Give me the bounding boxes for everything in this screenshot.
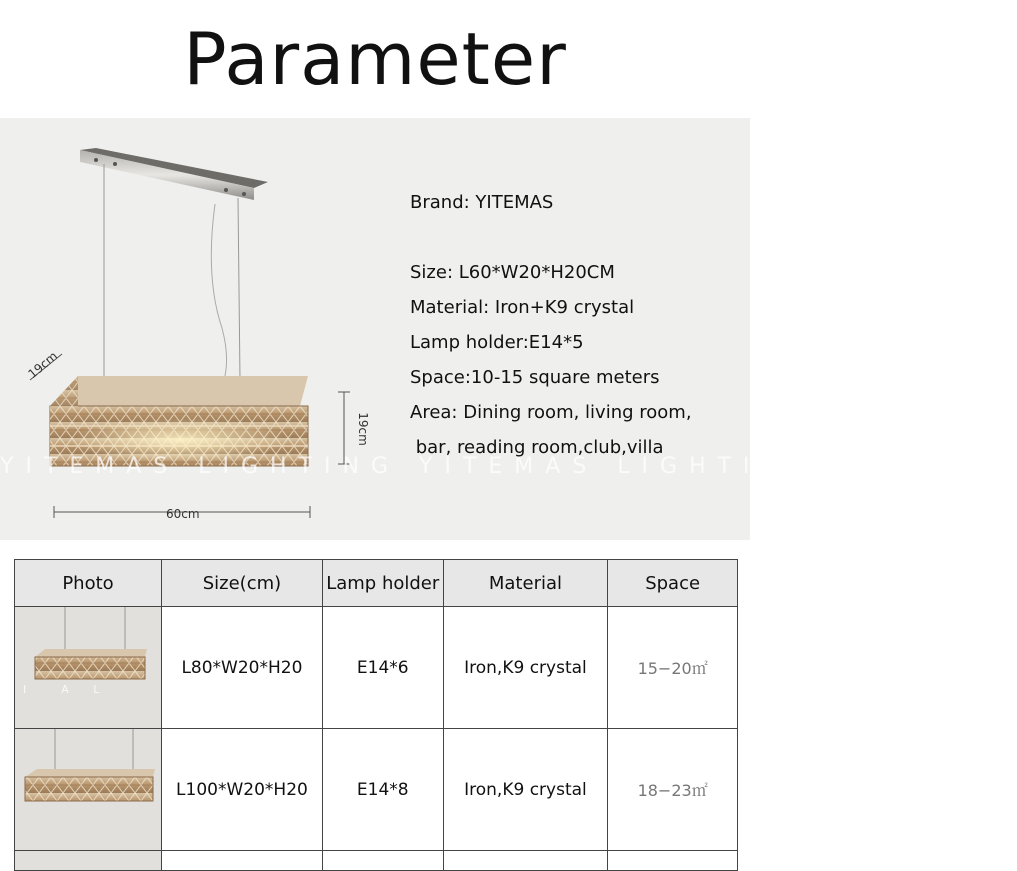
cell-lamp: E14*8 bbox=[322, 729, 443, 851]
table-header bbox=[15, 560, 738, 607]
ceiling-plate bbox=[80, 148, 268, 200]
header-lamp-holder: Lamp holder bbox=[322, 560, 443, 607]
chandelier-thumbnail bbox=[15, 729, 161, 845]
cell-space: 18−23㎡ bbox=[608, 729, 738, 851]
spec-size: Size: L60*W20*H20CM bbox=[410, 262, 615, 283]
table-row bbox=[15, 729, 738, 851]
table-row-partial bbox=[15, 851, 738, 871]
cell-size: L100*W20*H20 bbox=[162, 729, 323, 851]
chandelier-thumbnail bbox=[15, 607, 161, 723]
photo-watermark: I A L bbox=[23, 683, 100, 696]
product-photo bbox=[15, 729, 162, 851]
cell-lamp: E14*6 bbox=[322, 607, 443, 729]
cell-space: 15−20㎡ bbox=[608, 607, 738, 729]
crystal-body bbox=[50, 376, 308, 466]
parameter-table bbox=[14, 559, 738, 871]
spec-space: Space:10-15 square meters bbox=[410, 367, 660, 388]
cell-empty bbox=[162, 851, 323, 871]
product-photo bbox=[15, 607, 162, 729]
cell-empty bbox=[322, 851, 443, 871]
spec-lamp-holder: Lamp holder:E14*5 bbox=[410, 332, 584, 353]
cell-material: Iron,K9 crystal bbox=[443, 729, 608, 851]
product-photo bbox=[15, 851, 162, 871]
spec-area-continued: bar, reading room,club,villa bbox=[410, 437, 664, 458]
depth-label: 19cm bbox=[25, 348, 61, 382]
spec-material: Material: Iron+K9 crystal bbox=[410, 297, 635, 318]
cell-empty bbox=[443, 851, 608, 871]
header-material: Material bbox=[443, 560, 608, 607]
header-space: Space bbox=[608, 560, 738, 607]
spec-brand: Brand: YITEMAS bbox=[410, 192, 554, 213]
spec-area: Area: Dining room, living room, bbox=[410, 402, 692, 423]
cell-size: L80*W20*H20 bbox=[162, 607, 323, 729]
table-row bbox=[15, 607, 738, 729]
page-title: Parameter bbox=[183, 17, 567, 101]
height-label: 19cm bbox=[355, 412, 370, 446]
length-label: 60cm bbox=[166, 507, 200, 521]
cell-empty bbox=[608, 851, 738, 871]
cell-material: Iron,K9 crystal bbox=[443, 607, 608, 729]
header-photo: Photo bbox=[15, 560, 162, 607]
suspension-wires bbox=[104, 164, 240, 380]
watermark: YITEMAS LIGHTING YITEMAS LIGHTING YITEMAS bbox=[0, 454, 1017, 479]
header-size: Size(cm) bbox=[162, 560, 323, 607]
product-hero bbox=[0, 118, 1017, 540]
